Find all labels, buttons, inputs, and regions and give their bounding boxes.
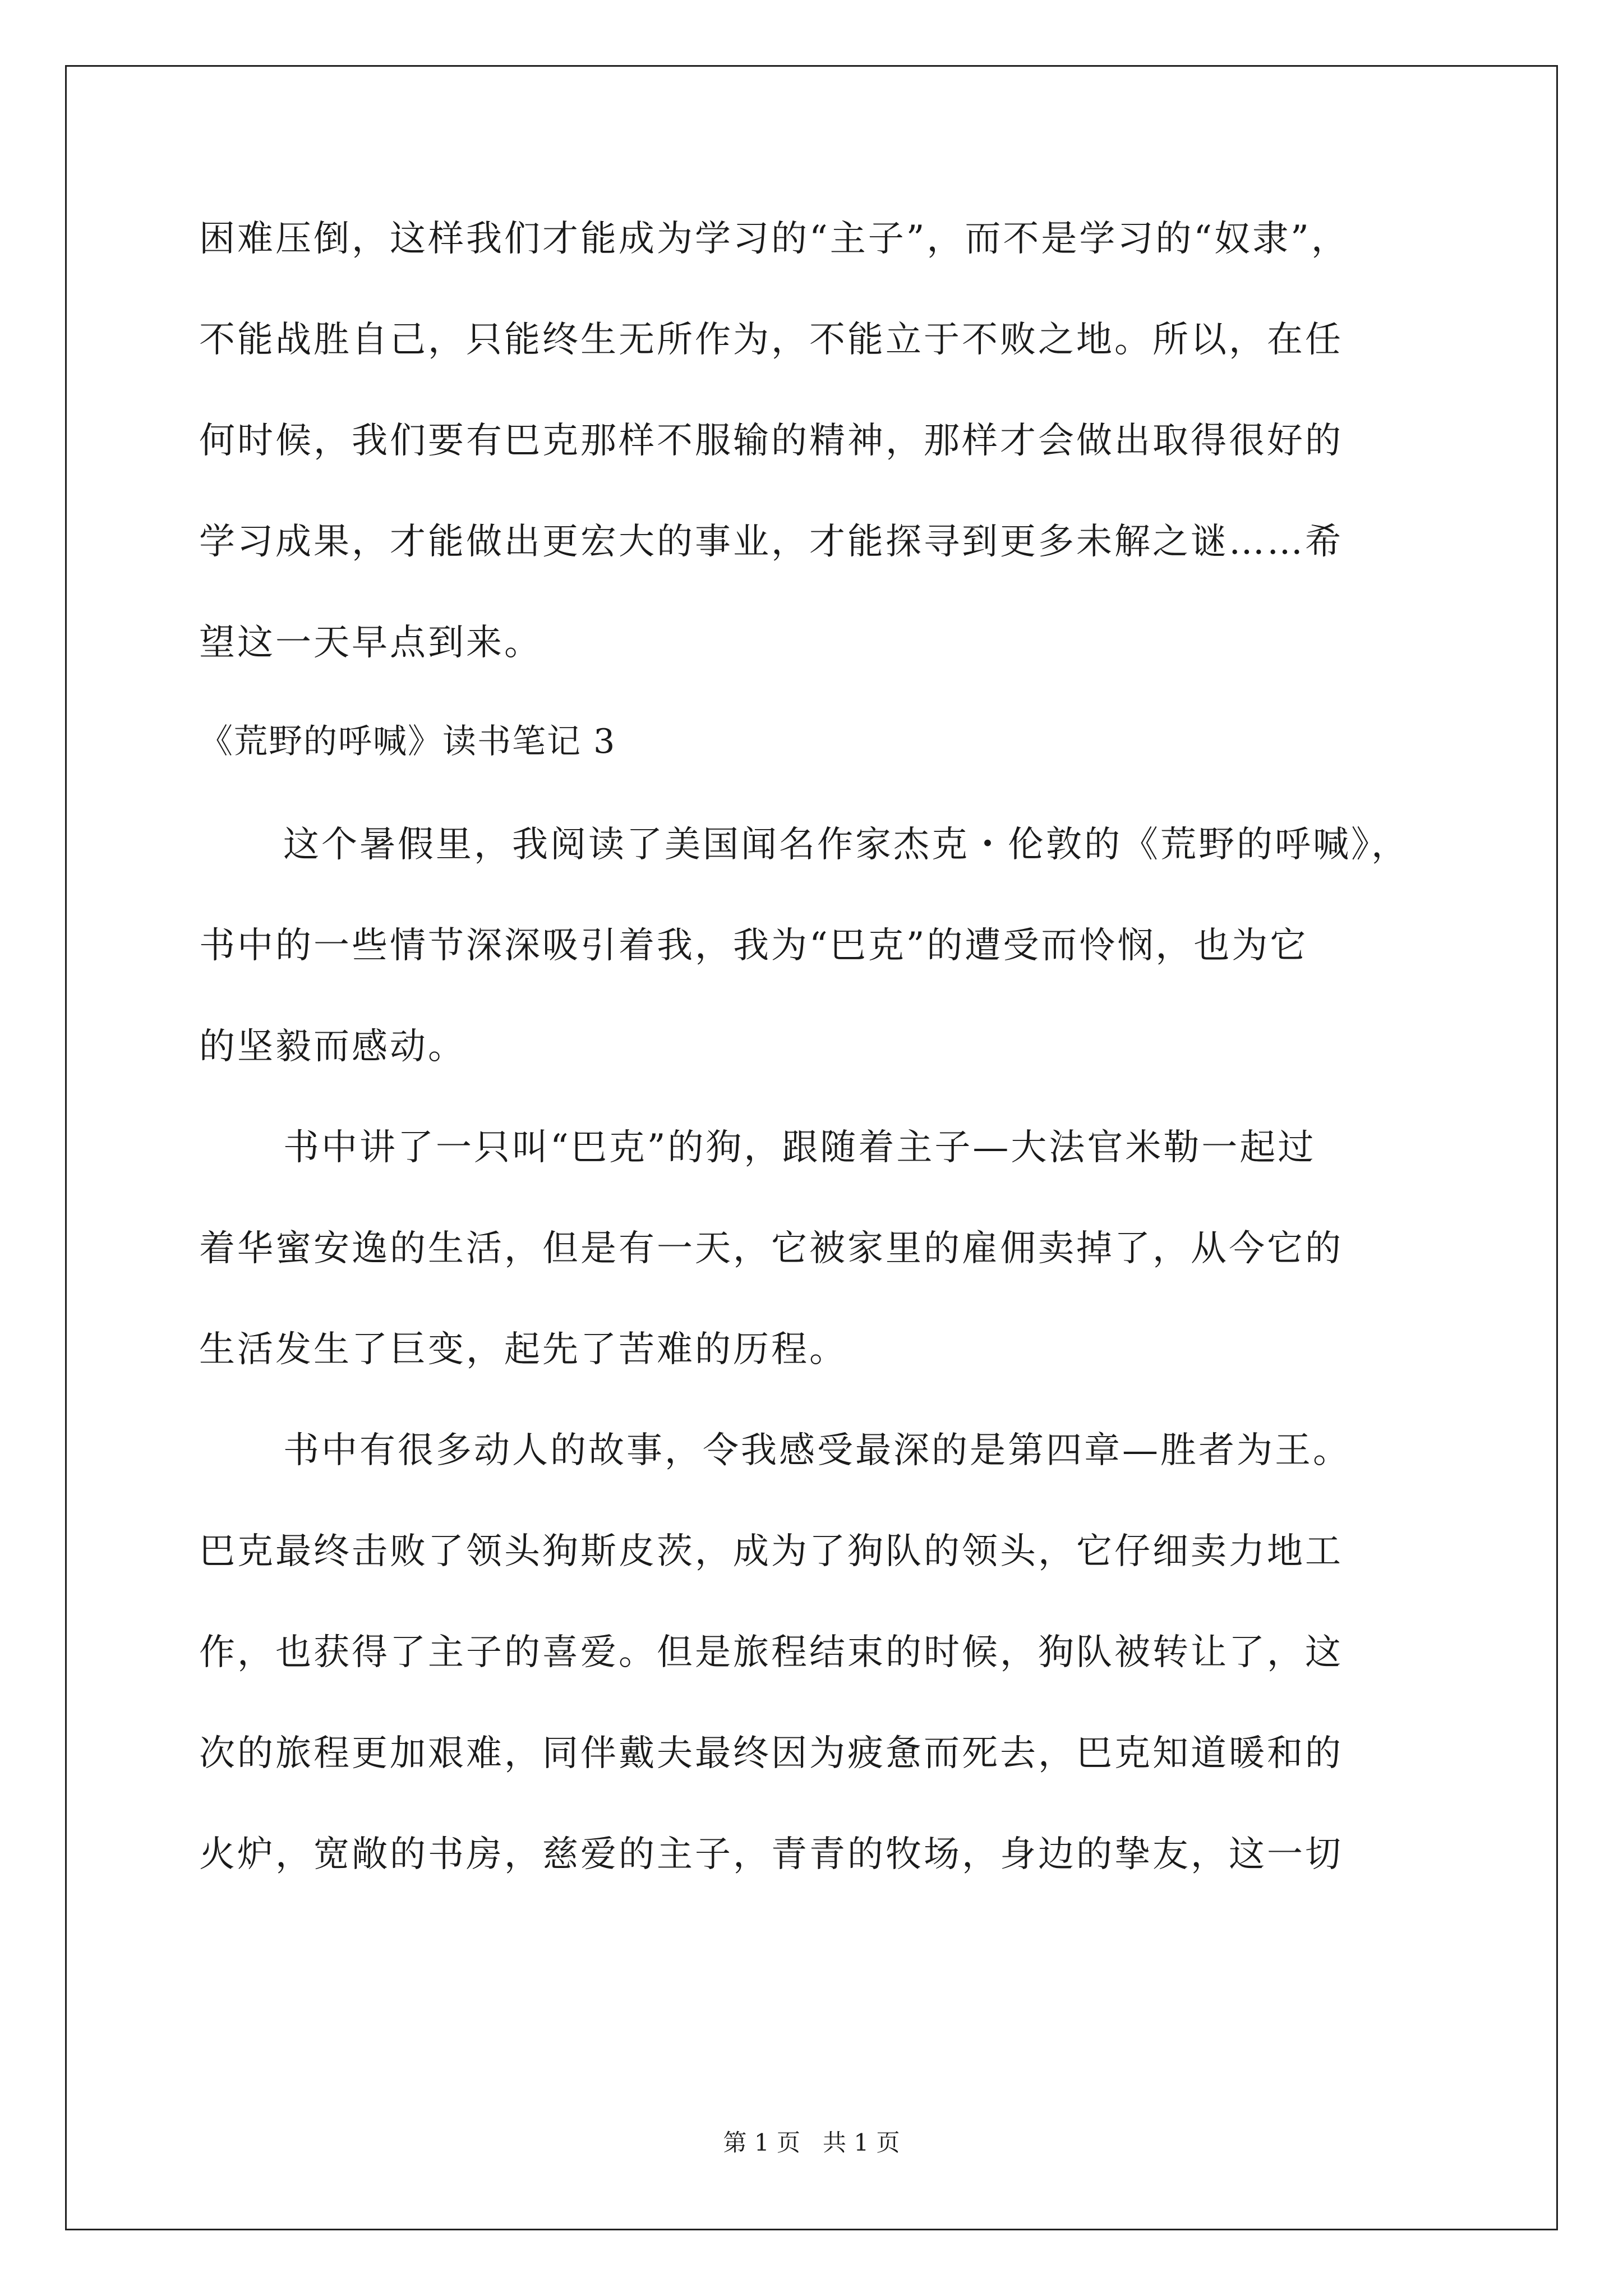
text-line: 书中讲了一只叫“巴克”的狗，跟随着主子—大法官米勒一起过 xyxy=(283,1127,1316,1168)
text-line: 作，也获得了主子的喜爱。但是旅程结束的时候，狗队被转让了，这 xyxy=(199,1632,1343,1673)
text-line: 书中有很多动人的故事，令我感受最深的是第四章—胜者为王。 xyxy=(283,1430,1351,1471)
text-line: 书中的一些情节深深吸引着我，我为“巴克”的遭受而怜悯，也为它 xyxy=(199,925,1308,967)
text-line: 不能战胜自己，只能终生无所作为，不能立于不败之地。所以，在任 xyxy=(199,319,1343,361)
text-line: 的坚毅而感动。 xyxy=(199,1026,466,1068)
text-line: 困难压倒，这样我们才能成为学习的“主子”，而不是学习的“奴隶”， xyxy=(199,218,1349,260)
text-line: 火炉，宽敞的书房，慈爱的主子，青青的牧场，身边的挚友，这一切 xyxy=(199,1834,1343,1875)
text-line: 次的旅程更加艰难，同伴戴夫最终因为疲惫而死去，巴克知道暖和的 xyxy=(199,1733,1343,1774)
page-footer: 第 1 页 共 1 页 xyxy=(723,2129,900,2156)
text-line: 巴克最终击败了领头狗斯皮茨，成为了狗队的领头，它仔细卖力地工 xyxy=(199,1531,1343,1572)
text-line: 何时候，我们要有巴克那样不服输的精神，那样才会做出取得很好的 xyxy=(199,420,1343,462)
text-line: 这个暑假里，我阅读了美国闻名作家杰克・伦敦的《荒野的呼喊》， xyxy=(283,824,1409,866)
text-line: 着华蜜安逸的生活，但是有一天，它被家里的雇佣卖掉了，从今它的 xyxy=(199,1228,1343,1269)
section-heading: 《荒野的呼喊》读书笔记 3 xyxy=(199,722,616,761)
text-line: 望这一天早点到来。 xyxy=(199,622,542,664)
text-line: 学习成果，才能做出更宏大的事业，才能探寻到更多未解之谜……希 xyxy=(199,521,1343,563)
text-line: 生活发生了巨变，起先了苦难的历程。 xyxy=(199,1329,847,1370)
